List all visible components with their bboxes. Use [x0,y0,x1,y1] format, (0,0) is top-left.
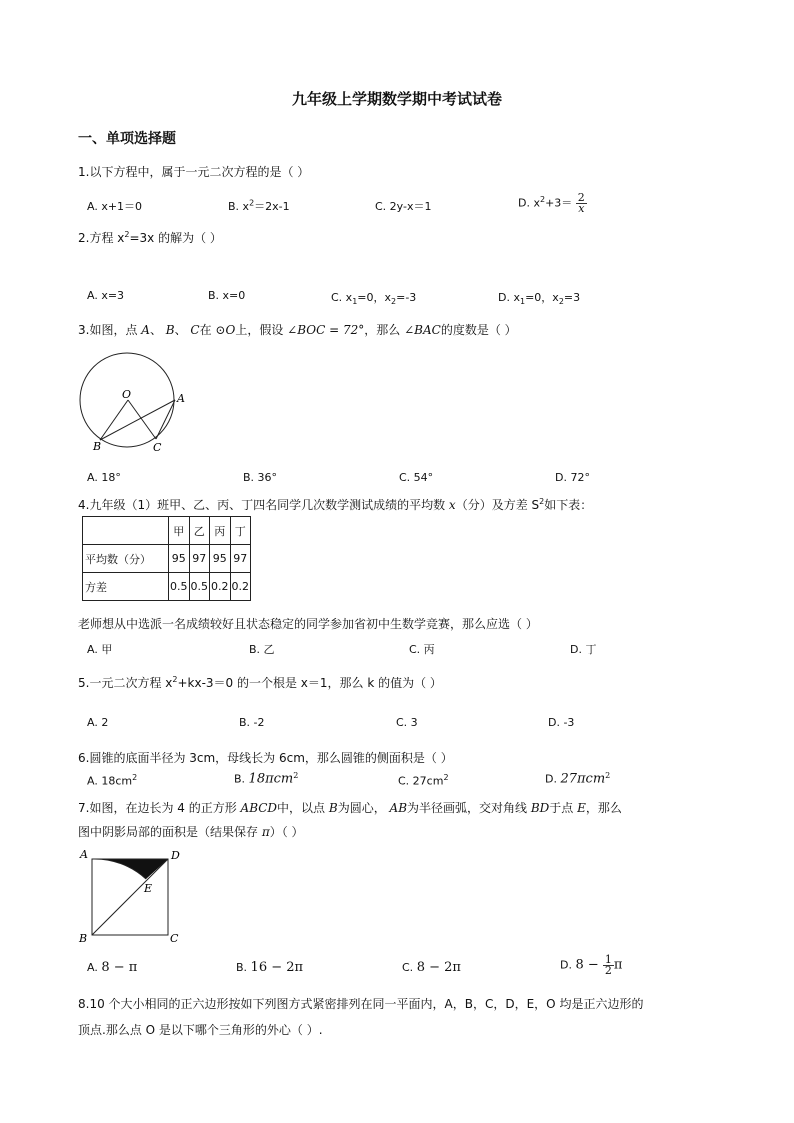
q7-square-figure [76,845,186,950]
q4-stem2: 老师想从中选派一名成绩较好且状态稳定的同学参加省初中生数学竞赛，那么应选（ ） [78,617,538,631]
q6-b-sup: 2 [293,771,299,780]
q2-c-sub2: 2 [391,297,397,307]
section-heading: 一、单项选择题 [78,131,176,147]
q4-option-c[interactable]: C. 丙 [409,643,435,656]
q1-stem: 1.以下方程中，属于一元二次方程的是（ ） [78,165,310,179]
q3-label-b: B [93,440,102,453]
q7-a-t: A. [87,961,102,974]
q7-t0: 7.如图，在边长为 4 的正方形 [78,801,241,815]
q3-m6: ∠BAC [404,323,441,337]
q7-label-b: B [79,932,88,945]
q1-d-sup: 2 [539,194,546,204]
page-title: 九年级上学期数学期中考试试卷 [291,90,502,108]
table-cell: 平均数（分） [83,545,169,573]
q8-stem-line1: 8.10 个大小相同的正六边形按如下列图方式紧密排列在同一平面内，A，B，C，D，E，O 均是正六边形的 [78,997,644,1011]
q7-d-t: D. [560,958,576,972]
q3-label-o: O [122,388,132,401]
table-cell: 丁 [230,517,251,545]
q4-t0: 4.九年级（1）班甲、乙、丙、丁四名同学几次数学测试成绩的平均数 [78,498,449,512]
q7-label-a: A [80,848,88,861]
q1-b-text2: ＝2x-1 [254,200,290,213]
q7-d-denominator: 2 [604,964,612,977]
q7-diagonal-bd [92,859,168,935]
q3-segment-ob [100,400,128,440]
q1-d-numerator: 2 [577,191,585,204]
q7-option-a[interactable] [87,960,137,975]
q3-t1: 、 [149,323,166,337]
q4-t2: 如下表： [544,498,593,512]
q4-option-d[interactable]: D. 丁 [570,643,597,656]
q1-d-denominator: x [578,202,585,215]
q2-c-t1: C. x [331,291,353,304]
q3-label-a: A [177,392,185,405]
q2-c-t2: =0，x [357,291,392,304]
q5-option-c[interactable]: C. 3 [396,716,418,729]
q3-segment-oc [128,400,156,439]
q7-d-numerator: 1 [604,953,612,966]
table-cell: 0.5 [189,573,210,601]
q2-stem-sup: 2 [124,230,130,239]
q3-t2: 、 [174,323,191,337]
q2-option-c[interactable] [331,289,416,306]
q7-m4: BD [530,801,550,815]
q6-option-b[interactable] [234,771,298,787]
q3-segment-ac [156,400,175,439]
q6-option-d[interactable] [545,771,610,787]
q3-circle-figure [78,350,198,460]
q6-d-t: D. [545,772,561,786]
q5-stem [78,674,442,691]
q4-option-b[interactable]: B. 乙 [249,643,275,656]
q2-d-sub1: 1 [519,297,526,307]
q8-stem-line2: 顶点.那么点 O 是以下哪个三角形的外心（ ）. [78,1023,323,1037]
q7-c-math: 8 − 2π [416,960,461,975]
q6-c-t: C. 27cm [398,774,444,788]
table-cell: 97 [189,545,210,573]
q3-t0: 3.如图，点 [78,323,142,337]
q7-l2-t1: ）（ ） [269,825,304,839]
q7-option-c[interactable] [402,960,461,975]
q7-t4: 于点 [549,801,578,815]
q7-t1: 中，以点 [277,801,329,815]
table-cell: 方差 [83,573,169,601]
q2-c-t3: =-3 [396,291,417,304]
table-cell: 丙 [210,517,231,545]
table-cell: 0.2 [210,573,231,601]
q5-t1: +kx-3＝0 的一个根是 x＝1，那么 k 的值为（ ） [177,676,442,690]
q7-d-math: 8 − [575,957,603,973]
q2-d-t3: =3 [563,291,581,304]
q4-stem [78,496,592,513]
q4-x: x [448,498,456,512]
q4-t1: （分）及方差 S [455,498,540,512]
q1-option-c[interactable]: C. 2y-x＝1 [375,200,432,213]
q1-b-text: B. x [228,200,250,213]
q5-option-a[interactable]: A. 2 [87,716,109,729]
q6-stem: 6.圆锥的底面半径为 3cm，母线长为 6cm，那么圆锥的侧面积是（ ） [78,751,453,765]
q3-option-a[interactable]: A. 18° [87,471,121,484]
q7-stem-line1 [78,799,622,816]
q5-option-b[interactable]: B. -2 [239,716,265,729]
q3-label-c: C [153,441,162,454]
q2-option-a[interactable]: A. x=3 [87,289,125,302]
q6-d-math: 27πcm [560,771,606,787]
q6-d-sup: 2 [605,771,611,780]
q7-label-e: E [144,882,153,895]
q7-d-fraction [603,955,614,976]
q1-option-b[interactable] [228,198,290,214]
q2-option-b[interactable]: B. x=0 [208,289,246,302]
q6-a-sup: 2 [132,773,138,782]
q3-option-d[interactable]: D. 72° [555,471,590,484]
q7-stem-line2 [78,823,304,840]
q7-option-b[interactable] [236,960,303,975]
table-cell: 甲 [169,517,190,545]
table-cell: 95 [169,545,190,573]
q3-m2: B [165,323,175,337]
q5-option-d[interactable]: D. -3 [548,716,575,729]
q7-l2-pi: π [261,825,270,839]
table-cell: 0.5 [169,573,190,601]
q6-a-t: A. 18cm [87,774,133,788]
table-cell: 0.2 [230,573,251,601]
q7-label-c: C [170,932,179,945]
q3-m5: ∠BOC = 72° [287,323,365,337]
q3-segment-ba [100,400,175,440]
q3-t6: 的度数是（ ） [440,323,517,337]
q7-b-t: B. [236,961,251,974]
q3-m1: A [141,323,150,337]
q7-t3: 为半径画弧，交对角线 [407,801,531,815]
q7-t5: ，那么 [585,801,622,815]
q1-b-sup: 2 [249,198,255,208]
q1-d-fraction [576,193,587,214]
q2-c-sub1: 1 [352,297,358,307]
q3-m3: C [190,323,200,337]
q1-d-text: D. x [518,196,540,210]
q7-a-math: 8 − π [101,960,138,975]
table-row [83,545,251,573]
q1-option-a[interactable]: A. x+1＝0 [87,200,143,213]
table-row [83,517,251,545]
q6-option-a[interactable] [87,773,137,788]
q3-option-c[interactable]: C. 54° [399,471,434,484]
q7-label-d: D [171,849,180,862]
q6-b-math: 18πcm [248,771,294,787]
q7-m5: E [577,801,586,815]
q4-option-a[interactable]: A. 甲 [87,643,113,656]
q3-option-b[interactable]: B. 36° [243,471,278,484]
q2-d-sub2: 2 [558,297,564,307]
q5-sup: 2 [172,675,178,684]
q3-t3: 在 [199,323,216,337]
q3-stem [78,321,517,338]
q7-l2-t0: 图中阴影局部的面积是（结果保存 [78,825,262,839]
q6-c-sup: 2 [443,773,449,782]
q7-c-t: C. [402,961,417,974]
q2-option-d[interactable] [498,289,580,306]
table-cell: 97 [230,545,251,573]
table-row [83,573,251,601]
q2-stem-text: 2.方程 x [78,231,125,245]
q1-option-d[interactable] [518,193,587,214]
q3-t5: ，那么 [364,323,405,337]
table-cell: 乙 [189,517,210,545]
table-cell [83,517,169,545]
q2-d-t1: D. x [498,291,520,304]
table-cell: 95 [210,545,231,573]
q7-t2: 为圆心， [337,801,390,815]
q2-stem-text2: =3x 的解为（ ） [129,231,222,245]
q7-m1: ABCD [240,801,278,815]
q4-stats-table [82,516,251,601]
q7-shaded-region [92,859,168,879]
q2-d-t2: =0，x [525,291,559,304]
q7-m2: B [328,801,338,815]
q2-stem [78,229,222,246]
q7-b-math: 16 − 2π [250,960,304,975]
q4-sup: 2 [539,497,545,506]
q6-option-c[interactable] [398,773,449,788]
q7-option-d[interactable] [560,955,622,976]
q1-d-text2: +3＝ [545,196,573,210]
q3-t4: 上，假设 [235,323,288,337]
q7-d-pi: π [613,957,623,973]
q7-m3: AB [389,801,408,815]
q5-t0: 5.一元二次方程 x [78,676,173,690]
q6-b-t: B. [234,772,249,786]
q3-m4: ⊙O [215,323,236,337]
